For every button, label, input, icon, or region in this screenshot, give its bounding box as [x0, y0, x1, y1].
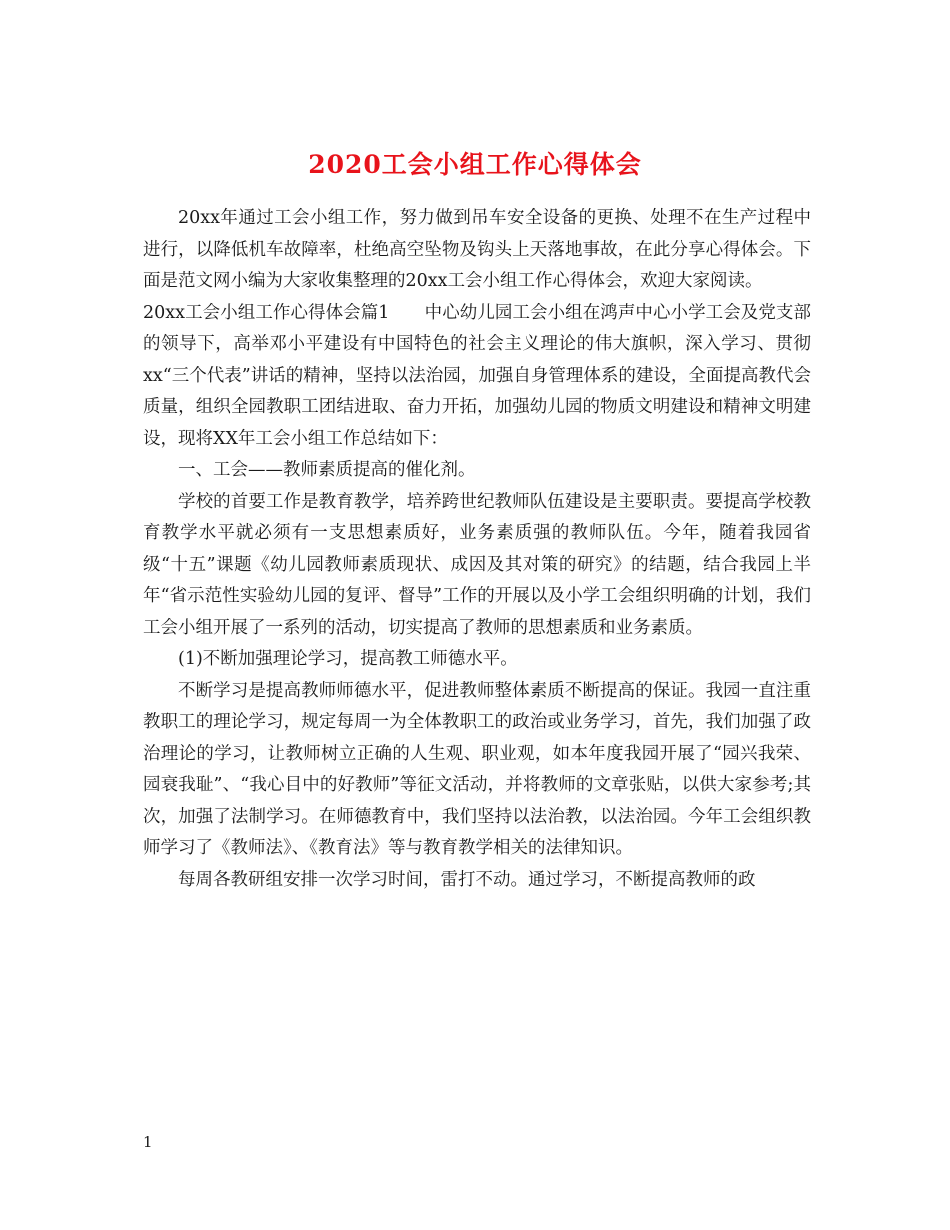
page-title: 2020工会小组工作心得体会	[308, 149, 642, 179]
heading-section-1: 一、工会——教师素质提高的催化剂。	[178, 460, 476, 480]
paragraph-article-1: 20xx工会小组工作心得体会篇1 中心幼儿园工会小组在鸿声中心小学工会及党支部的领导下，高举邓小平建设有中国特色的社会主义理论的伟大旗帜，深入学习、贯彻xx“三个代表”讲话的精神，坚持以法治园，加强自身管理体系的建设，全面提高教代会质量，组织全园教职工团结进取、奋力开拓，加强幼儿园的物质文明建设和精神文明建设，现将XX年工会小组工作总结如下：	[143, 302, 811, 449]
paragraph-continued: 每周各教研组安排一次学习时间，雷打不动。通过学习，不断提高教师的政	[178, 869, 756, 890]
paragraph-section-1: 学校的首要工作是教育教学，培养跨世纪教师队伍建设是主要职责。要提高学校教育教学水平就必须有一支思想素质好，业务素质强的教师队伍。今年，随着我园省级“十五”课题《幼儿园教师素质现状、成因及其对策的研究》的结题，结合我园上半年“省示范性实验幼儿园的复评、督导”工作的开展以及小学工会组织明确的计划，我们工会小组开展了一系列的活动，切实提高了教师的思想素质和业务素质。	[143, 491, 811, 638]
heading-subsection-1: (1)不断加强理论学习，提高教工师德水平。	[178, 649, 518, 669]
paragraph-intro: 20xx年通过工会小组工作，努力做到吊车安全设备的更换、处理不在生产过程中进行，以降低机车故障率，杜绝高空坠物及钩头上天落地事故，在此分享心得体会。下面是范文网小编为大家收集整理的20xx工会小组工作心得体会，欢迎大家阅读。	[143, 208, 811, 291]
page-number: 1	[143, 1133, 153, 1151]
paragraph-subsection-1: 不断学习是提高教师师德水平，促进教师整体素质不断提高的保证。我园一直注重教职工的理论学习，规定每周一为全体教职工的政治或业务学习，首先，我们加强了政治理论的学习，让教师树立正确的人生观、职业观，如本年度我园开展了“园兴我荣、园衰我耻”、“我心目中的好教师”等征文活动，并将教师的文章张贴，以供大家参考;其次，加强了法制学习。在师德教育中，我们坚持以法治教，以法治园。今年工会组织教师学习了《教师法》、《教育法》等与教育教学相关的法律知识。	[143, 680, 811, 858]
document-body	[143, 203, 811, 896]
